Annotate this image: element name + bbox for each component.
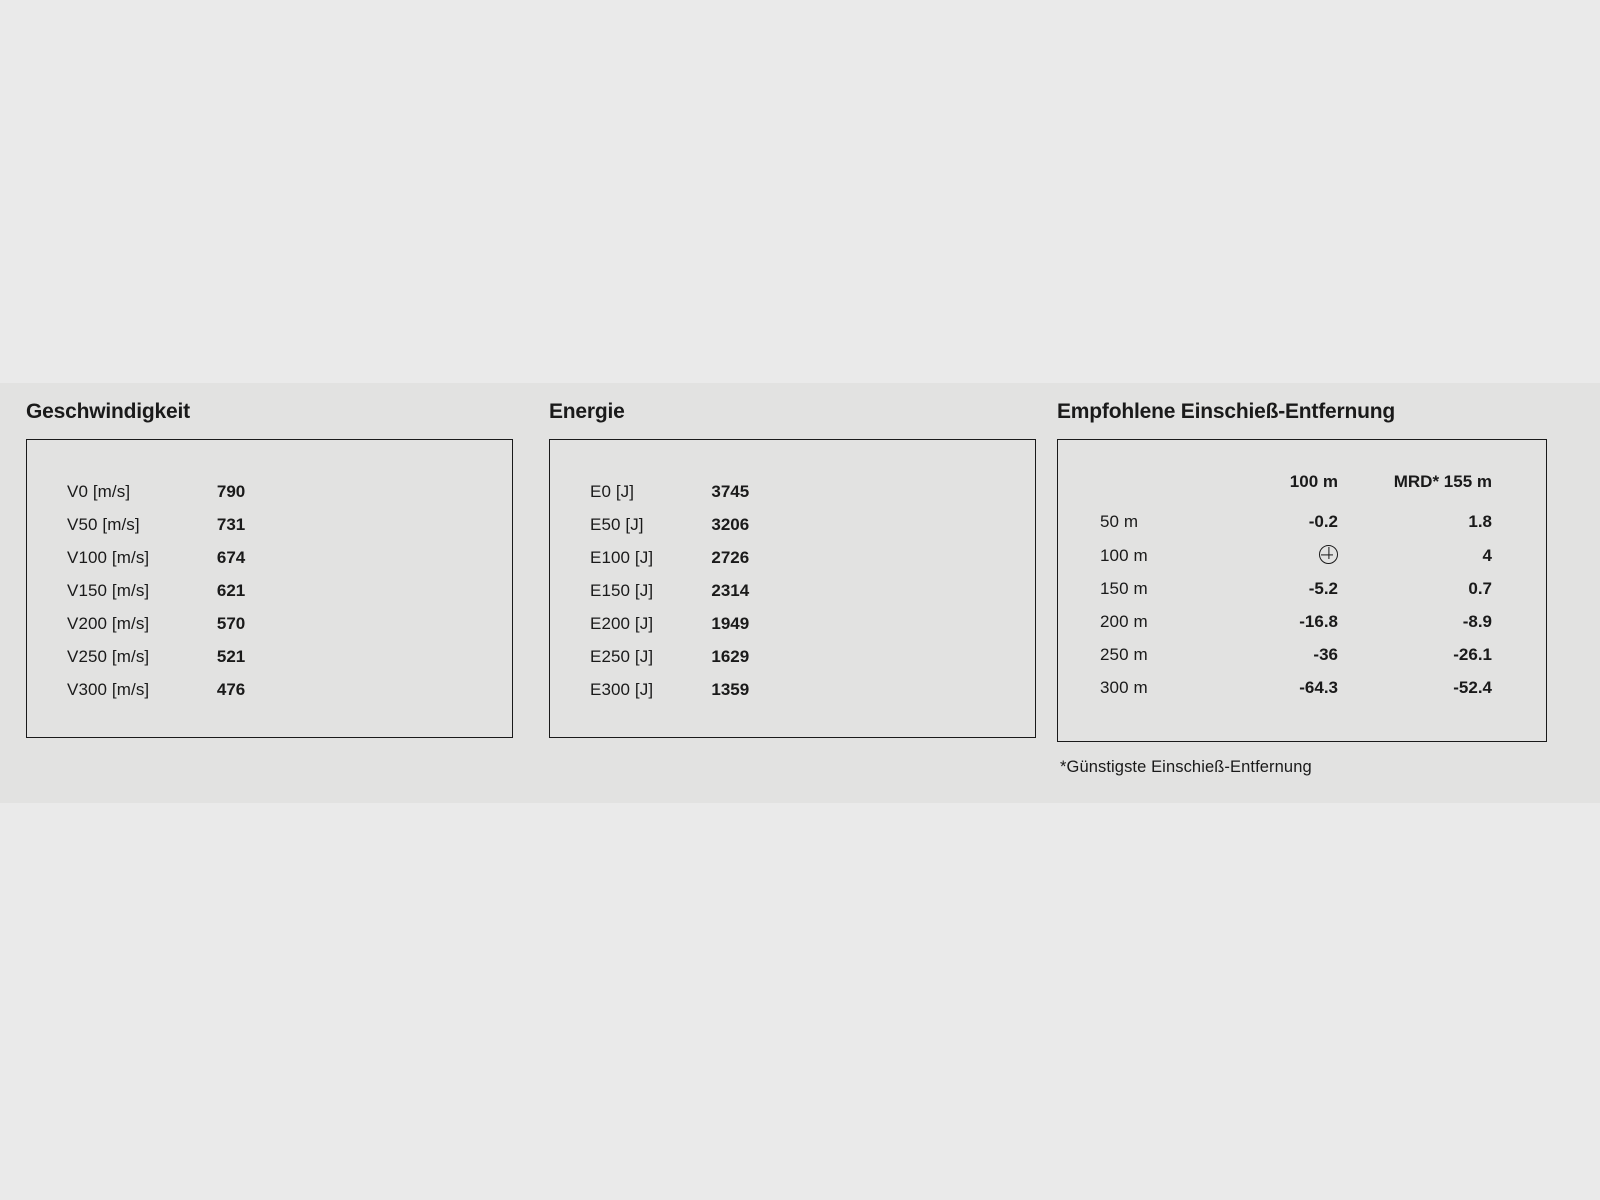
energy-row-label: E300 [J] <box>590 679 654 699</box>
zero-row-distance: 200 m <box>1100 612 1148 632</box>
table-row <box>590 640 749 673</box>
table-row <box>67 574 245 607</box>
energy-row-value: 3745 <box>711 481 750 501</box>
zero-row-distance: 100 m <box>1100 546 1148 566</box>
table-row <box>67 541 245 574</box>
zero-row-value-b: 0.7 <box>1468 579 1492 599</box>
crosshair-icon <box>1319 545 1338 564</box>
table-row <box>1100 606 1492 639</box>
zero-row-value-b: -8.9 <box>1462 612 1492 632</box>
speed-row-value: 521 <box>216 646 246 666</box>
table-row <box>1100 639 1492 672</box>
energy-panel <box>549 439 1036 738</box>
zero-row-distance: 250 m <box>1100 645 1148 665</box>
speed-row-label: V150 [m/s] <box>67 580 150 600</box>
speed-row-value: 674 <box>216 547 246 567</box>
energy-table <box>590 475 749 706</box>
speed-table <box>67 475 245 706</box>
zero-row-value-a <box>1210 539 1342 573</box>
zero-header-distance <box>1100 465 1210 506</box>
table-row <box>67 673 245 706</box>
energy-row-value: 2726 <box>711 547 750 567</box>
zero-distance-table <box>1100 465 1492 705</box>
energy-row-label: E200 [J] <box>590 613 654 633</box>
zero-distance-column <box>1036 383 1600 777</box>
speed-row-label: V0 [m/s] <box>67 481 131 501</box>
speed-row-label: V200 [m/s] <box>67 613 150 633</box>
table-row <box>67 508 245 541</box>
table-row <box>1100 573 1492 606</box>
speed-panel <box>26 439 513 738</box>
table-row <box>590 475 749 508</box>
zero-row-value-b: -26.1 <box>1453 645 1492 665</box>
table-row <box>1100 506 1492 539</box>
energy-row-value: 2314 <box>711 580 750 600</box>
speed-column <box>0 383 523 777</box>
table-header-row <box>1100 465 1492 506</box>
speed-row-value: 570 <box>216 613 246 633</box>
zero-row-value-a: -16.8 <box>1299 612 1338 632</box>
energy-row-value: 1629 <box>711 646 750 666</box>
energy-row-label: E100 [J] <box>590 547 654 567</box>
zero-header-col-a: 100 m <box>1289 471 1338 491</box>
energy-row-value: 1949 <box>711 613 750 633</box>
table-row <box>590 607 749 640</box>
zero-row-distance: 50 m <box>1100 512 1139 532</box>
speed-row-value: 731 <box>216 514 246 534</box>
speed-row-label: V300 [m/s] <box>67 679 150 699</box>
zero-row-value-b: 4 <box>1482 546 1492 566</box>
zero-row-distance: 150 m <box>1100 579 1148 599</box>
table-row <box>67 640 245 673</box>
table-row <box>67 475 245 508</box>
zero-header-col-b: MRD* 155 m <box>1393 471 1492 491</box>
energy-row-label: E150 [J] <box>590 580 654 600</box>
zero-panel <box>1057 439 1547 742</box>
zero-row-value-b: -52.4 <box>1453 678 1492 698</box>
table-row <box>590 574 749 607</box>
zero-section-title: Empfohlene Einschieß-Entfernung <box>1057 400 1395 423</box>
table-row <box>590 508 749 541</box>
energy-row-value: 1359 <box>711 679 750 699</box>
zero-footnote: *Günstigste Einschieß-Entfernung <box>1060 758 1312 777</box>
speed-row-label: V250 [m/s] <box>67 646 150 666</box>
table-row <box>590 541 749 574</box>
ballistics-columns <box>0 383 1600 777</box>
table-row <box>1100 672 1492 705</box>
zero-row-value-a: -36 <box>1313 645 1338 665</box>
speed-row-label: V50 [m/s] <box>67 514 140 534</box>
table-row <box>67 607 245 640</box>
energy-row-value: 3206 <box>711 514 750 534</box>
table-row <box>1100 539 1492 573</box>
speed-row-value: 476 <box>216 679 246 699</box>
speed-row-value: 790 <box>216 481 246 501</box>
zero-row-distance: 300 m <box>1100 678 1148 698</box>
energy-column <box>523 383 1036 777</box>
energy-row-label: E0 [J] <box>590 481 635 501</box>
ballistics-band <box>0 383 1600 803</box>
zero-row-value-a: -64.3 <box>1299 678 1338 698</box>
zero-row-value-a: -5.2 <box>1308 579 1338 599</box>
table-row <box>590 673 749 706</box>
energy-row-label: E250 [J] <box>590 646 654 666</box>
energy-row-label: E50 [J] <box>590 514 644 534</box>
zero-row-value-b: 1.8 <box>1468 512 1492 532</box>
speed-section-title: Geschwindigkeit <box>26 400 190 423</box>
energy-section-title: Energie <box>549 400 625 423</box>
speed-row-label: V100 [m/s] <box>67 547 150 567</box>
zero-row-value-a: -0.2 <box>1308 512 1338 532</box>
speed-row-value: 621 <box>216 580 246 600</box>
